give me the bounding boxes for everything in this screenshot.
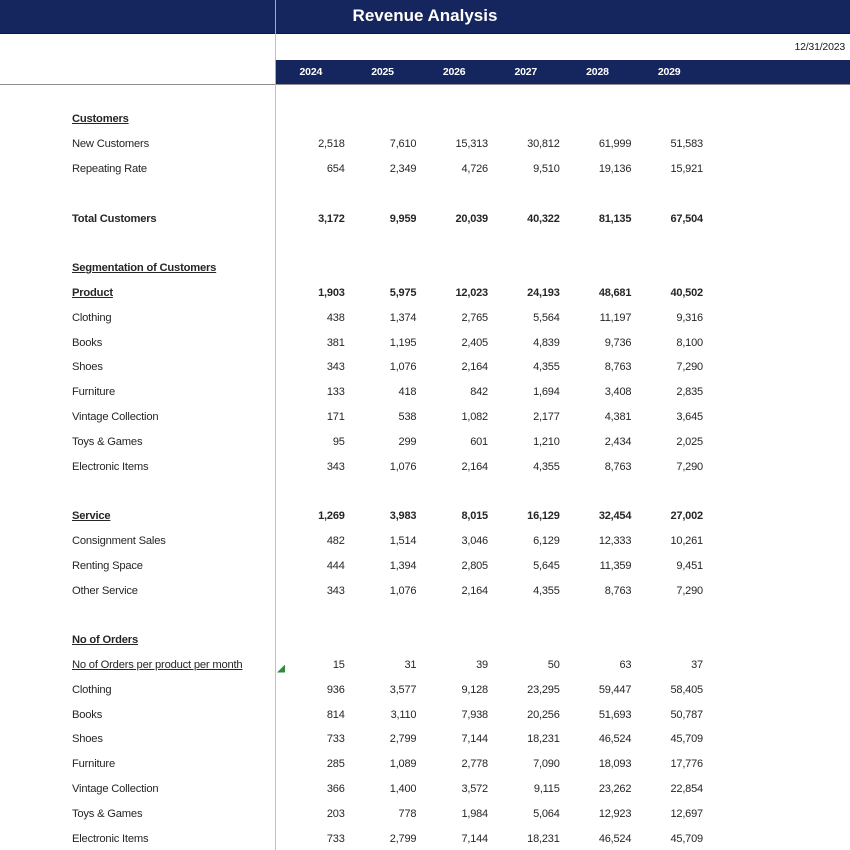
value-cell[interactable]: 10,261 — [670, 534, 703, 547]
value-cell[interactable]: 7,290 — [676, 460, 703, 473]
value-cell[interactable]: 1,195 — [389, 336, 417, 349]
value-cell[interactable]: 343 — [326, 361, 345, 374]
year-header-row — [0, 60, 850, 85]
row-label-cell[interactable]: Repeating Rate — [72, 162, 147, 175]
value-cell[interactable]: 15,313 — [455, 138, 488, 151]
value-cell[interactable]: 1,400 — [389, 782, 417, 795]
value-cell[interactable]: 2,835 — [676, 386, 703, 399]
year-band-filler — [705, 60, 850, 84]
row-label-cell[interactable]: Other Service — [72, 584, 138, 597]
value-cell[interactable]: 171 — [326, 410, 345, 423]
table-row — [0, 826, 850, 850]
row-label-cell[interactable]: Total Customers — [72, 212, 157, 225]
value-cell[interactable]: 32,454 — [598, 510, 632, 523]
value-cell[interactable]: 203 — [326, 807, 345, 820]
value-cell[interactable]: 1,076 — [389, 460, 417, 473]
value-cell[interactable]: 4,355 — [533, 584, 560, 597]
year-header-cell[interactable]: 2027 — [490, 60, 562, 84]
value-cell[interactable]: 8,763 — [604, 584, 632, 597]
row-label-cell[interactable]: Vintage Collection — [72, 782, 159, 795]
value-cell[interactable]: 9,736 — [604, 336, 632, 349]
table-row — [0, 529, 850, 554]
row-label-cell[interactable]: Furniture — [72, 758, 115, 771]
pane-divider — [275, 0, 276, 850]
value-cell[interactable]: 7,144 — [461, 733, 488, 746]
value-cell[interactable]: 9,115 — [533, 782, 560, 795]
row-label-cell[interactable]: Vintage Collection — [72, 410, 159, 423]
value-cell[interactable]: 4,839 — [533, 336, 560, 349]
row-label-cell[interactable]: Books — [72, 336, 103, 349]
value-cell[interactable]: 31 — [404, 658, 417, 671]
row-label-cell[interactable]: Consignment Sales — [72, 534, 166, 547]
value-cell[interactable]: 1,076 — [389, 361, 417, 374]
value-cell[interactable]: 2,778 — [461, 758, 488, 771]
value-cell[interactable]: 2,164 — [461, 460, 488, 473]
spacer-row — [0, 181, 850, 206]
row-label-cell[interactable]: Customers — [72, 113, 129, 126]
value-cell[interactable]: 2,765 — [461, 311, 488, 324]
value-cell[interactable]: 95 — [332, 435, 345, 448]
spacer-row — [0, 479, 850, 504]
table-row — [0, 157, 850, 182]
value-cell[interactable]: 2,025 — [676, 435, 703, 448]
value-cell[interactable]: 2,177 — [533, 410, 560, 423]
value-cell[interactable]: 51,693 — [598, 708, 632, 721]
value-cell[interactable]: 936 — [326, 683, 345, 696]
value-cell[interactable]: 11,359 — [599, 559, 632, 572]
value-cell[interactable]: 63 — [619, 658, 632, 671]
value-cell[interactable]: 19,136 — [598, 162, 632, 175]
value-cell[interactable]: 133 — [326, 386, 345, 399]
row-label-cell[interactable]: No of Orders per product per month — [72, 658, 243, 671]
value-cell[interactable]: 5,975 — [389, 286, 417, 299]
value-cell[interactable]: 366 — [326, 782, 345, 795]
value-cell[interactable]: 7,290 — [676, 584, 703, 597]
value-cell[interactable]: 12,333 — [598, 534, 632, 547]
row-label-cell[interactable]: Furniture — [72, 386, 115, 399]
value-cell[interactable]: 1,089 — [389, 758, 417, 771]
value-cell[interactable]: 9,128 — [461, 683, 488, 696]
table-row — [0, 752, 850, 777]
value-cell[interactable]: 778 — [398, 807, 417, 820]
value-cell[interactable]: 3,046 — [461, 534, 488, 547]
row-label-cell[interactable]: Renting Space — [72, 559, 143, 572]
spacer-row — [0, 603, 850, 628]
value-cell[interactable]: 46,524 — [598, 733, 632, 746]
table-row — [0, 553, 850, 578]
table-row — [0, 305, 850, 330]
value-cell[interactable]: 39 — [476, 658, 488, 671]
value-cell[interactable]: 3,645 — [676, 410, 703, 423]
table-row — [0, 653, 850, 678]
value-cell[interactable]: 15 — [332, 658, 345, 671]
value-cell[interactable]: 3,408 — [604, 386, 632, 399]
value-cell[interactable]: 61,999 — [598, 138, 632, 151]
value-cell[interactable]: 1,984 — [461, 807, 488, 820]
date-row — [0, 34, 850, 60]
table-row — [0, 801, 850, 826]
value-cell[interactable]: 5,645 — [533, 559, 560, 572]
value-cell[interactable]: 2,518 — [318, 138, 345, 151]
table-row — [0, 107, 850, 132]
value-cell[interactable]: 3,983 — [389, 510, 417, 523]
table-row — [0, 405, 850, 430]
table-row — [0, 281, 850, 306]
value-cell[interactable]: 9,959 — [389, 212, 417, 225]
value-cell[interactable]: 8,763 — [604, 361, 632, 374]
row-label-cell[interactable]: Product — [72, 286, 113, 299]
value-cell[interactable]: 343 — [326, 460, 345, 473]
table-row — [0, 628, 850, 653]
table-row — [0, 578, 850, 603]
table-row — [0, 702, 850, 727]
value-cell[interactable]: 733 — [326, 832, 345, 845]
table-row — [0, 380, 850, 405]
year-header-cell[interactable]: 2026 — [418, 60, 490, 84]
value-cell[interactable]: 1,076 — [389, 584, 417, 597]
value-cell[interactable]: 9,451 — [676, 559, 703, 572]
value-cell[interactable]: 654 — [326, 162, 345, 175]
value-cell[interactable]: 2,349 — [389, 162, 417, 175]
value-cell[interactable]: 482 — [326, 534, 345, 547]
value-cell[interactable]: 7,610 — [389, 138, 417, 151]
value-cell[interactable]: 24,193 — [527, 286, 560, 299]
value-cell[interactable]: 15,921 — [670, 162, 703, 175]
value-cell[interactable]: 9,316 — [676, 311, 703, 324]
value-cell[interactable]: 8,763 — [604, 460, 632, 473]
value-cell[interactable]: 2,164 — [461, 361, 488, 374]
value-cell[interactable]: 1,903 — [318, 286, 345, 299]
value-cell[interactable]: 8,015 — [461, 510, 488, 523]
value-cell[interactable]: 23,295 — [527, 683, 560, 696]
value-cell[interactable]: 12,023 — [455, 286, 488, 299]
value-cell[interactable]: 7,090 — [533, 758, 560, 771]
value-cell[interactable]: 444 — [326, 559, 345, 572]
report-date: 12/31/2023 — [794, 41, 845, 53]
year-header-cell[interactable]: 2024 — [275, 60, 347, 84]
value-cell[interactable]: 1,269 — [318, 510, 345, 523]
value-cell[interactable]: 45,709 — [670, 733, 703, 746]
value-cell[interactable]: 6,129 — [533, 534, 560, 547]
value-cell[interactable]: 5,564 — [533, 311, 560, 324]
row-label-cell[interactable]: Electronic Items — [72, 460, 149, 473]
value-cell[interactable]: 1,210 — [533, 435, 560, 448]
table-row — [0, 206, 850, 231]
value-cell[interactable]: 381 — [326, 336, 345, 349]
value-cell[interactable]: 11,197 — [599, 311, 632, 324]
year-header-cell[interactable]: 2028 — [562, 60, 634, 84]
value-cell[interactable]: 20,039 — [455, 212, 488, 225]
value-cell[interactable]: 418 — [398, 386, 417, 399]
value-cell[interactable]: 51,583 — [670, 138, 703, 151]
value-cell[interactable]: 12,923 — [598, 807, 632, 820]
table-row — [0, 677, 850, 702]
value-cell[interactable]: 8,100 — [676, 336, 703, 349]
value-cell[interactable]: 18,231 — [527, 733, 560, 746]
value-cell[interactable]: 7,938 — [461, 708, 488, 721]
value-cell[interactable]: 23,262 — [598, 782, 632, 795]
value-cell[interactable]: 18,231 — [527, 832, 560, 845]
table-row — [0, 777, 850, 802]
year-header-cell[interactable]: 2029 — [633, 60, 705, 84]
value-cell[interactable]: 1,082 — [461, 410, 488, 423]
value-cell[interactable]: 438 — [326, 311, 345, 324]
title-band — [0, 0, 850, 34]
table-row — [0, 727, 850, 752]
value-cell[interactable]: 2,799 — [389, 733, 417, 746]
row-label-cell[interactable]: Shoes — [72, 361, 103, 374]
value-cell[interactable]: 9,510 — [533, 162, 560, 175]
value-cell[interactable]: 343 — [326, 584, 345, 597]
value-cell[interactable]: 16,129 — [527, 510, 560, 523]
value-cell[interactable]: 1,374 — [389, 311, 417, 324]
value-cell[interactable]: 7,144 — [461, 832, 488, 845]
table-row — [0, 132, 850, 157]
value-cell[interactable]: 37 — [691, 658, 703, 671]
row-label-cell[interactable]: Service — [72, 510, 111, 523]
value-cell[interactable]: 3,572 — [461, 782, 488, 795]
value-cell[interactable]: 814 — [326, 708, 345, 721]
value-cell[interactable]: 30,812 — [527, 138, 560, 151]
value-cell[interactable]: 2,405 — [461, 336, 488, 349]
value-cell[interactable]: 58,405 — [670, 683, 703, 696]
value-cell[interactable]: 1,514 — [389, 534, 417, 547]
value-cell[interactable]: 538 — [398, 410, 417, 423]
row-label-cell[interactable]: Shoes — [72, 733, 103, 746]
table-row — [0, 330, 850, 355]
value-cell[interactable]: 3,172 — [318, 212, 345, 225]
row-label-cell[interactable]: Segmentation of Customers — [72, 262, 217, 275]
value-cell[interactable]: 842 — [470, 386, 488, 399]
value-cell[interactable]: 299 — [398, 435, 417, 448]
value-cell[interactable]: 7,290 — [676, 361, 703, 374]
value-cell[interactable]: 40,502 — [670, 286, 703, 299]
row-label-cell[interactable]: Clothing — [72, 311, 112, 324]
value-cell[interactable]: 4,355 — [533, 361, 560, 374]
value-cell[interactable]: 22,854 — [670, 782, 703, 795]
value-cell[interactable]: 5,064 — [533, 807, 560, 820]
value-cell[interactable]: 4,355 — [533, 460, 560, 473]
value-cell[interactable]: 3,577 — [389, 683, 417, 696]
value-cell[interactable]: 67,504 — [670, 212, 703, 225]
row-label-cell[interactable]: Toys & Games — [72, 435, 143, 448]
row-label-cell[interactable]: Toys & Games — [72, 807, 143, 820]
value-cell[interactable]: 17,776 — [670, 758, 703, 771]
value-cell[interactable]: 2,799 — [389, 832, 417, 845]
value-cell[interactable]: 4,381 — [604, 410, 632, 423]
page-title: Revenue Analysis — [352, 6, 498, 25]
table-row — [0, 355, 850, 380]
value-cell[interactable]: 50,787 — [670, 708, 703, 721]
value-cell[interactable]: 20,256 — [527, 708, 560, 721]
value-cell[interactable]: 1,394 — [389, 559, 417, 572]
year-header-cell[interactable]: 2025 — [347, 60, 419, 84]
table-row — [0, 454, 850, 479]
value-cell[interactable]: 40,322 — [527, 212, 560, 225]
year-band-left-pad — [0, 60, 275, 84]
value-cell[interactable]: 733 — [326, 733, 345, 746]
value-cell[interactable]: 2,434 — [604, 435, 632, 448]
row-label-cell[interactable]: New Customers — [72, 138, 149, 151]
value-cell[interactable]: 285 — [326, 758, 345, 771]
row-label-cell[interactable]: No of Orders — [72, 634, 138, 647]
table-body — [0, 85, 850, 850]
table-row — [0, 504, 850, 529]
value-cell[interactable]: 1,694 — [533, 386, 560, 399]
value-cell[interactable]: 46,524 — [598, 832, 632, 845]
value-cell[interactable]: 48,681 — [598, 286, 632, 299]
row-label-cell[interactable]: Books — [72, 708, 103, 721]
value-cell[interactable]: 18,093 — [598, 758, 632, 771]
value-cell[interactable]: 4,726 — [461, 162, 488, 175]
value-cell[interactable]: 2,164 — [461, 584, 488, 597]
value-cell[interactable]: 59,447 — [598, 683, 632, 696]
row-label-cell[interactable]: Clothing — [72, 683, 112, 696]
value-cell[interactable]: 601 — [470, 435, 488, 448]
value-cell[interactable]: 45,709 — [670, 832, 703, 845]
value-cell[interactable]: 12,697 — [670, 807, 703, 820]
value-cell[interactable]: 27,002 — [670, 510, 703, 523]
spacer-row — [0, 231, 850, 256]
table-row — [0, 256, 850, 281]
value-cell[interactable]: 2,805 — [461, 559, 488, 572]
value-cell[interactable]: 81,135 — [598, 212, 632, 225]
table-row — [0, 429, 850, 454]
value-cell[interactable]: 3,110 — [390, 708, 417, 721]
value-cell[interactable]: 50 — [547, 658, 560, 671]
row-label-cell[interactable]: Electronic Items — [72, 832, 149, 845]
